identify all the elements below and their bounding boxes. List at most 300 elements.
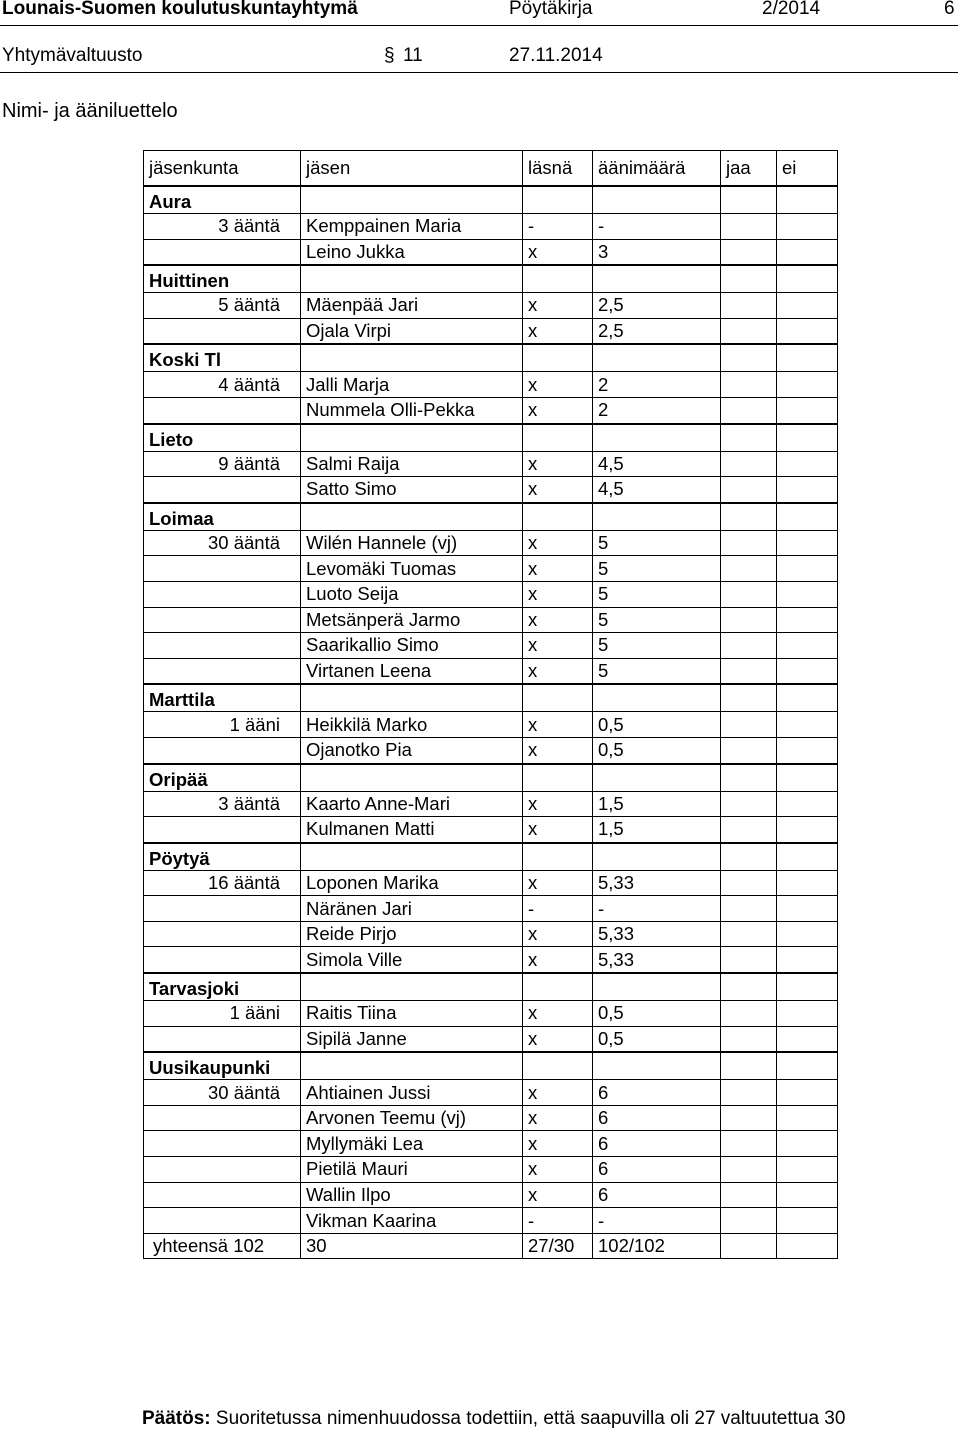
member-present: -	[523, 1208, 593, 1234]
member-row	[144, 318, 838, 344]
roll-call-table	[143, 150, 838, 1259]
empty-cell	[593, 764, 721, 792]
member-present: x	[523, 372, 593, 398]
member-vote-count: 6	[593, 1131, 721, 1157]
member-vote-count: 5	[593, 607, 721, 633]
empty-cell	[777, 1157, 838, 1183]
member-name: Salmi Raija	[301, 451, 523, 477]
empty-cell	[721, 1182, 777, 1208]
member-present: -	[523, 896, 593, 922]
column-header: jäsenkunta	[144, 151, 301, 187]
member-vote-count: -	[593, 896, 721, 922]
decision-text	[142, 1408, 845, 1430]
empty-cell	[777, 530, 838, 556]
empty-cell	[777, 684, 838, 712]
page-header	[0, 0, 960, 80]
empty-cell	[144, 607, 301, 633]
municipality-name: Uusikaupunki	[144, 1052, 301, 1080]
member-name: Raitis Tiina	[301, 1001, 523, 1027]
empty-cell	[593, 843, 721, 871]
member-present: x	[523, 712, 593, 738]
totals-present: 27/30	[523, 1233, 593, 1259]
empty-cell	[777, 1131, 838, 1157]
empty-cell	[144, 1105, 301, 1131]
empty-cell	[144, 896, 301, 922]
member-name: Metsänperä Jarmo	[301, 607, 523, 633]
empty-cell	[721, 265, 777, 293]
member-name: Heikkilä Marko	[301, 712, 523, 738]
member-row	[144, 870, 838, 896]
empty-cell	[144, 397, 301, 423]
empty-cell	[777, 397, 838, 423]
member-present: x	[523, 817, 593, 843]
empty-cell	[721, 424, 777, 452]
member-row	[144, 1105, 838, 1131]
empty-cell	[777, 344, 838, 372]
member-row	[144, 1001, 838, 1027]
municipality-name: Tarvasjoki	[144, 973, 301, 1001]
member-row	[144, 633, 838, 659]
member-row	[144, 817, 838, 843]
municipality-votes: 3 ääntä	[144, 214, 301, 240]
document-number: 2/2014	[762, 0, 821, 19]
empty-cell	[721, 1208, 777, 1234]
member-row	[144, 581, 838, 607]
member-vote-count: 5,33	[593, 947, 721, 973]
empty-cell	[721, 1233, 777, 1259]
empty-cell	[777, 712, 838, 738]
member-present: x	[523, 239, 593, 265]
member-name: Satto Simo	[301, 477, 523, 503]
member-vote-count: 2	[593, 372, 721, 398]
empty-cell	[144, 737, 301, 763]
municipality-name: Pöytyä	[144, 843, 301, 871]
empty-cell	[777, 843, 838, 871]
member-name: Leino Jukka	[301, 239, 523, 265]
member-vote-count: 2	[593, 397, 721, 423]
empty-cell	[523, 973, 593, 1001]
member-row	[144, 1026, 838, 1052]
municipality-name: Loimaa	[144, 503, 301, 531]
member-vote-count: -	[593, 1208, 721, 1234]
member-present: x	[523, 581, 593, 607]
empty-cell	[144, 477, 301, 503]
page-number: 6	[944, 0, 955, 19]
empty-cell	[777, 947, 838, 973]
section-title: Nimi- ja ääniluettelo	[2, 100, 178, 122]
empty-cell	[523, 503, 593, 531]
empty-cell	[721, 896, 777, 922]
member-row	[144, 1157, 838, 1183]
member-name: Virtanen Leena	[301, 658, 523, 684]
member-name: Jalli Marja	[301, 372, 523, 398]
member-present: x	[523, 791, 593, 817]
empty-cell	[777, 265, 838, 293]
empty-cell	[593, 973, 721, 1001]
municipality-votes: 1 ääni	[144, 712, 301, 738]
member-row	[144, 1182, 838, 1208]
empty-cell	[777, 318, 838, 344]
empty-cell	[301, 265, 523, 293]
empty-cell	[144, 1026, 301, 1052]
member-name: Mäenpää Jari	[301, 293, 523, 319]
empty-cell	[593, 684, 721, 712]
member-vote-count: 6	[593, 1157, 721, 1183]
member-name: Luoto Seija	[301, 581, 523, 607]
empty-cell	[777, 1208, 838, 1234]
member-vote-count: 1,5	[593, 791, 721, 817]
member-present: x	[523, 1026, 593, 1052]
member-row	[144, 896, 838, 922]
empty-cell	[593, 186, 721, 214]
empty-cell	[721, 1131, 777, 1157]
municipality-row	[144, 684, 838, 712]
member-row	[144, 372, 838, 398]
member-row	[144, 1131, 838, 1157]
member-name: Kemppainen Maria	[301, 214, 523, 240]
member-vote-count: 5	[593, 658, 721, 684]
member-name: Nummela Olli-Pekka	[301, 397, 523, 423]
municipality-row	[144, 1052, 838, 1080]
empty-cell	[721, 1052, 777, 1080]
empty-cell	[301, 424, 523, 452]
empty-cell	[301, 503, 523, 531]
member-row	[144, 477, 838, 503]
member-name: Loponen Marika	[301, 870, 523, 896]
empty-cell	[721, 684, 777, 712]
empty-cell	[721, 1026, 777, 1052]
member-vote-count: 0,5	[593, 1001, 721, 1027]
member-vote-count: 3	[593, 239, 721, 265]
empty-cell	[777, 214, 838, 240]
empty-cell	[523, 424, 593, 452]
empty-cell	[144, 1157, 301, 1183]
empty-cell	[777, 791, 838, 817]
member-vote-count: 5	[593, 556, 721, 582]
empty-cell	[721, 1001, 777, 1027]
empty-cell	[721, 372, 777, 398]
empty-cell	[593, 1052, 721, 1080]
member-vote-count: 2,5	[593, 318, 721, 344]
empty-cell	[593, 503, 721, 531]
empty-cell	[144, 556, 301, 582]
member-name: Wilén Hannele (vj)	[301, 530, 523, 556]
member-vote-count: 6	[593, 1105, 721, 1131]
member-vote-count: 0,5	[593, 1026, 721, 1052]
empty-cell	[777, 817, 838, 843]
column-header: jäsen	[301, 151, 523, 187]
member-vote-count: 5	[593, 581, 721, 607]
document-type: Pöytäkirja	[509, 0, 593, 19]
empty-cell	[144, 239, 301, 265]
municipality-row	[144, 764, 838, 792]
empty-cell	[593, 344, 721, 372]
empty-cell	[777, 921, 838, 947]
member-name: Simola Ville	[301, 947, 523, 973]
member-present: x	[523, 1131, 593, 1157]
member-vote-count: 0,5	[593, 737, 721, 763]
meeting-date: 27.11.2014	[509, 45, 603, 66]
empty-cell	[721, 1157, 777, 1183]
member-present: x	[523, 947, 593, 973]
member-vote-count: 6	[593, 1182, 721, 1208]
empty-cell	[301, 843, 523, 871]
municipality-name: Oripää	[144, 764, 301, 792]
empty-cell	[777, 973, 838, 1001]
member-present: x	[523, 921, 593, 947]
empty-cell	[523, 843, 593, 871]
municipality-votes: 30 ääntä	[144, 530, 301, 556]
empty-cell	[777, 1233, 838, 1259]
member-name: Pietilä Mauri	[301, 1157, 523, 1183]
member-vote-count: -	[593, 214, 721, 240]
empty-cell	[721, 633, 777, 659]
empty-cell	[721, 214, 777, 240]
municipality-name: Aura	[144, 186, 301, 214]
member-name: Ahtiainen Jussi	[301, 1080, 523, 1106]
member-row	[144, 712, 838, 738]
empty-cell	[721, 870, 777, 896]
member-present: x	[523, 737, 593, 763]
empty-cell	[721, 318, 777, 344]
municipality-row	[144, 344, 838, 372]
empty-cell	[523, 764, 593, 792]
member-present: x	[523, 318, 593, 344]
empty-cell	[721, 581, 777, 607]
member-present: x	[523, 1182, 593, 1208]
member-vote-count: 1,5	[593, 817, 721, 843]
member-row	[144, 607, 838, 633]
empty-cell	[721, 947, 777, 973]
empty-cell	[777, 896, 838, 922]
member-vote-count: 4,5	[593, 477, 721, 503]
empty-cell	[301, 764, 523, 792]
empty-cell	[777, 451, 838, 477]
empty-cell	[144, 1182, 301, 1208]
empty-cell	[144, 1131, 301, 1157]
member-row	[144, 1080, 838, 1106]
member-present: x	[523, 451, 593, 477]
empty-cell	[721, 843, 777, 871]
empty-cell	[777, 1080, 838, 1106]
empty-cell	[721, 451, 777, 477]
empty-cell	[301, 186, 523, 214]
empty-cell	[721, 791, 777, 817]
empty-cell	[721, 712, 777, 738]
empty-cell	[721, 556, 777, 582]
member-row	[144, 658, 838, 684]
empty-cell	[777, 1105, 838, 1131]
empty-cell	[144, 1208, 301, 1234]
member-present: -	[523, 214, 593, 240]
empty-cell	[523, 265, 593, 293]
empty-cell	[721, 658, 777, 684]
totals-row	[144, 1233, 838, 1259]
municipality-votes: 9 ääntä	[144, 451, 301, 477]
member-name: Myllymäki Lea	[301, 1131, 523, 1157]
member-vote-count: 2,5	[593, 293, 721, 319]
member-row	[144, 214, 838, 240]
member-row	[144, 397, 838, 423]
empty-cell	[721, 397, 777, 423]
member-row	[144, 293, 838, 319]
municipality-votes: 3 ääntä	[144, 791, 301, 817]
member-present: x	[523, 870, 593, 896]
empty-cell	[721, 503, 777, 531]
column-header: jaa	[721, 151, 777, 187]
empty-cell	[777, 581, 838, 607]
empty-cell	[301, 973, 523, 1001]
empty-cell	[777, 1001, 838, 1027]
municipality-name: Koski Tl	[144, 344, 301, 372]
member-present: x	[523, 477, 593, 503]
municipality-name: Lieto	[144, 424, 301, 452]
municipality-row	[144, 503, 838, 531]
column-header: läsnä	[523, 151, 593, 187]
empty-cell	[777, 737, 838, 763]
empty-cell	[721, 344, 777, 372]
empty-cell	[144, 633, 301, 659]
empty-cell	[144, 947, 301, 973]
municipality-row	[144, 973, 838, 1001]
member-row	[144, 556, 838, 582]
column-header: äänimäärä	[593, 151, 721, 187]
empty-cell	[721, 186, 777, 214]
member-name: Kaarto Anne-Mari	[301, 791, 523, 817]
member-vote-count: 5,33	[593, 870, 721, 896]
municipality-votes: 30 ääntä	[144, 1080, 301, 1106]
member-vote-count: 5	[593, 633, 721, 659]
empty-cell	[144, 318, 301, 344]
empty-cell	[721, 1105, 777, 1131]
totals-members: 30	[301, 1233, 523, 1259]
member-name: Vikman Kaarina	[301, 1208, 523, 1234]
empty-cell	[523, 344, 593, 372]
empty-cell	[777, 556, 838, 582]
member-row	[144, 947, 838, 973]
empty-cell	[777, 870, 838, 896]
header-rule	[0, 25, 958, 26]
table-header-row	[144, 151, 838, 187]
empty-cell	[593, 265, 721, 293]
member-row	[144, 451, 838, 477]
member-row	[144, 921, 838, 947]
empty-cell	[144, 921, 301, 947]
member-row	[144, 1208, 838, 1234]
empty-cell	[144, 817, 301, 843]
member-present: x	[523, 607, 593, 633]
empty-cell	[777, 764, 838, 792]
empty-cell	[144, 658, 301, 684]
empty-cell	[523, 186, 593, 214]
empty-cell	[777, 477, 838, 503]
decision-label: Päätös:	[142, 1408, 211, 1429]
member-vote-count: 0,5	[593, 712, 721, 738]
empty-cell	[721, 737, 777, 763]
empty-cell	[721, 477, 777, 503]
empty-cell	[523, 1052, 593, 1080]
member-name: Sipilä Janne	[301, 1026, 523, 1052]
empty-cell	[777, 1052, 838, 1080]
municipality-row	[144, 424, 838, 452]
member-present: x	[523, 397, 593, 423]
municipality-name: Huittinen	[144, 265, 301, 293]
empty-cell	[721, 530, 777, 556]
empty-cell	[301, 344, 523, 372]
member-row	[144, 791, 838, 817]
member-present: x	[523, 633, 593, 659]
empty-cell	[777, 658, 838, 684]
empty-cell	[523, 684, 593, 712]
empty-cell	[721, 817, 777, 843]
member-present: x	[523, 1080, 593, 1106]
member-vote-count: 6	[593, 1080, 721, 1106]
member-row	[144, 239, 838, 265]
empty-cell	[777, 293, 838, 319]
member-present: x	[523, 556, 593, 582]
municipality-row	[144, 843, 838, 871]
member-row	[144, 737, 838, 763]
meeting-body: Yhtymävaltuusto	[2, 45, 143, 66]
member-name: Reide Pirjo	[301, 921, 523, 947]
member-name: Wallin Ilpo	[301, 1182, 523, 1208]
member-present: x	[523, 293, 593, 319]
empty-cell	[777, 424, 838, 452]
empty-cell	[777, 607, 838, 633]
decision-body: Suoritetussa nimenhuudossa todettiin, että saapuvilla oli 27 valtuutettua 30	[215, 1408, 846, 1429]
empty-cell	[777, 372, 838, 398]
empty-cell	[777, 239, 838, 265]
member-row	[144, 530, 838, 556]
municipality-row	[144, 265, 838, 293]
member-present: x	[523, 1157, 593, 1183]
empty-cell	[593, 424, 721, 452]
member-name: Levomäki Tuomas	[301, 556, 523, 582]
municipality-votes: 1 ääni	[144, 1001, 301, 1027]
totals-label: yhteensä 102	[144, 1233, 301, 1259]
municipality-name: Marttila	[144, 684, 301, 712]
table-body	[144, 186, 838, 1259]
empty-cell	[721, 921, 777, 947]
member-name: Ojala Virpi	[301, 318, 523, 344]
column-header: ei	[777, 151, 838, 187]
header-rule-bottom	[0, 72, 958, 73]
empty-cell	[721, 239, 777, 265]
member-name: Saarikallio Simo	[301, 633, 523, 659]
section-mark: §	[384, 45, 395, 66]
empty-cell	[301, 1052, 523, 1080]
totals-vote-count: 102/102	[593, 1233, 721, 1259]
empty-cell	[301, 684, 523, 712]
member-present: x	[523, 1105, 593, 1131]
empty-cell	[721, 764, 777, 792]
meeting-number: 11	[403, 45, 423, 66]
empty-cell	[777, 503, 838, 531]
empty-cell	[777, 633, 838, 659]
empty-cell	[721, 293, 777, 319]
organization-name: Lounais-Suomen koulutuskuntayhtymä	[2, 0, 358, 19]
member-present: x	[523, 1001, 593, 1027]
empty-cell	[777, 1182, 838, 1208]
member-name: Arvonen Teemu (vj)	[301, 1105, 523, 1131]
member-name: Kulmanen Matti	[301, 817, 523, 843]
municipality-votes: 5 ääntä	[144, 293, 301, 319]
member-vote-count: 5	[593, 530, 721, 556]
empty-cell	[721, 1080, 777, 1106]
member-vote-count: 5,33	[593, 921, 721, 947]
municipality-votes: 16 ääntä	[144, 870, 301, 896]
empty-cell	[144, 581, 301, 607]
